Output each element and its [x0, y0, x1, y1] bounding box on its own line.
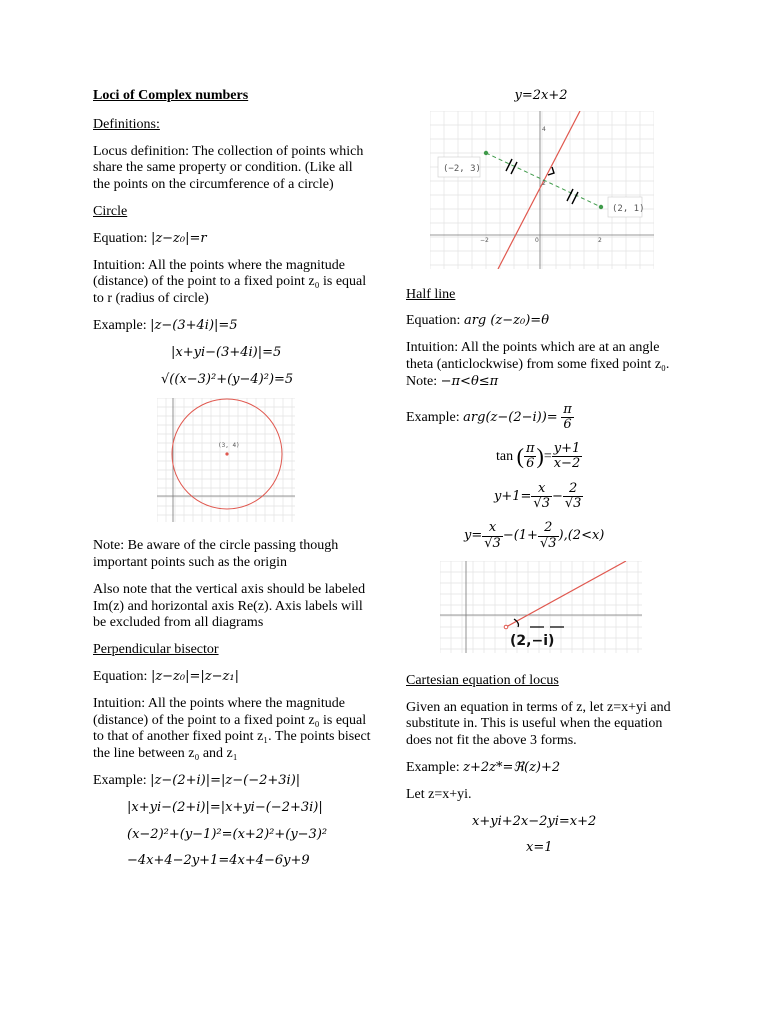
graph1-label-b: (2, 1)	[612, 203, 645, 214]
right-column	[406, 88, 676, 867]
circle-example-3-row	[93, 372, 373, 389]
graph1-tick-x-2: 0	[535, 236, 539, 244]
graph1-point-b	[599, 205, 603, 209]
graph2-start-point	[504, 625, 508, 629]
solve-2-frac1	[531, 482, 552, 512]
solve-2-frac2	[563, 482, 584, 512]
solve-2-d2: √3	[564, 496, 582, 512]
locus-definition: Locus definition: The collection of points which share the same property or condition. (Like all the points on the circumference of a circle)	[93, 143, 364, 193]
bisector-intuition: Intuition: All the points where the magnitude (distance) of the point to a fixed point z₀ is equal to that of another fixed point z₁. The points bisect the line between z₀ and z₁	[93, 695, 371, 762]
circle-example-1: |z−(3+4i)|=5	[150, 317, 238, 333]
graph1-tick-marks-b	[567, 189, 578, 204]
circle-note: Note: Be aware of the circle passing though important points such as the origin	[93, 538, 339, 570]
circle-eq-formula: |z−z₀|=r	[150, 230, 207, 246]
bisector-example-4: −4x+4−2y+1=4x+4−6y+9	[127, 853, 310, 869]
solve-3-n1: x	[482, 521, 503, 536]
solve-3-lhs: y=	[464, 528, 483, 544]
circle-intuition: Intuition: All the points where the magnitude (distance) of the point to a fixed point z₀ is equal to r (radius of circle)	[93, 257, 367, 307]
solve-3-tail: ),(2<x)	[558, 528, 605, 544]
cartesian-heading: Cartesian equation of locus	[406, 672, 559, 688]
halfline-example	[406, 403, 676, 433]
bisector-heading: Perpendicular bisector	[93, 642, 219, 658]
circle-example	[93, 318, 373, 335]
tan-rhs-den: x−2	[553, 456, 581, 472]
solve-3-mid: −(1+	[502, 528, 538, 544]
halfline-graph-svg	[440, 561, 642, 653]
graph1-point-a	[484, 151, 488, 155]
halfline-eq-formula: arg (z−z₀)=θ	[463, 313, 550, 329]
bisector-eq-formula: |z−z₀|=|z−z₁|	[150, 668, 239, 684]
solve-3-frac2	[538, 521, 559, 551]
graph1-tick-x-3: 2	[598, 236, 602, 244]
circle-example-label: Example:	[93, 317, 147, 333]
tan-paren-close: )	[536, 443, 544, 469]
halfline-graph	[440, 561, 676, 659]
bisector-example-4-row	[93, 853, 373, 870]
tan-arg-fraction	[524, 442, 537, 472]
solve-2-d1: √3	[533, 496, 550, 512]
solve-3-d1: √3	[484, 535, 501, 551]
halfline-example-label: Example:	[406, 409, 460, 425]
circle-equation	[93, 231, 373, 248]
cartesian-text: Given an equation in terms of z, let z=x+yi and substitute in. This is useful when the equation does not fit the above 3 forms.	[406, 699, 671, 749]
solve-2-n2: 2	[563, 482, 584, 497]
circle-center-point	[225, 453, 228, 456]
cartesian-step-1: x+yi+2x−2yi=x+2	[472, 813, 597, 829]
tan-line: tan ( $\frac{\pi}{6}$ )= $\frac{y+1}{x-2}$	[496, 441, 581, 472]
solve-3-frac1	[482, 521, 503, 551]
solve-3-d2: √3	[539, 535, 557, 551]
solve-line-3	[406, 521, 676, 551]
circle-graph	[157, 398, 373, 528]
graph1-line	[498, 111, 580, 269]
solve-2-lhs: y+1=	[494, 488, 532, 504]
graph1-tick-y-2: 2	[542, 179, 546, 187]
bisector-example-2: |x+yi−(2+i)|=|x+yi−(−2+3i)|	[127, 799, 323, 815]
page-title: Loci of Complex numbers	[93, 88, 249, 103]
bisector-example-2-row	[93, 800, 373, 817]
left-column	[93, 88, 373, 880]
tan-arg-den: 6	[526, 456, 535, 472]
bisector-example-label: Example:	[93, 772, 147, 788]
bisector-graph	[430, 111, 676, 275]
axis-note: Also note that the vertical axis should be labeled Im(z) and horizontal axis Re(z). Axis labels will be excluded from all diagrams	[93, 581, 366, 631]
halfline-example-fraction	[561, 403, 574, 433]
halfline-intuition-row	[406, 340, 676, 390]
tan-rhs-num: y+1	[553, 441, 581, 457]
cartesian-step-2: x=1	[526, 840, 553, 856]
cartesian-example	[406, 760, 676, 777]
cartesian-step-1-row	[406, 814, 676, 831]
graph1-title-row	[406, 88, 676, 105]
bisector-graph-svg	[430, 111, 654, 269]
graph1-title: y=2x+2	[514, 88, 568, 103]
circle-example-3: √((x−3)²+(y−4)²)=5	[161, 371, 294, 387]
tan-paren-open: (	[516, 443, 524, 469]
halfline-example-lhs: arg(z−(2−i))=	[463, 409, 558, 425]
halfline-range: −π<θ≤π	[440, 373, 499, 389]
bisector-example	[93, 773, 373, 790]
bisector-example-3-row	[93, 827, 373, 844]
cartesian-example-label: Example:	[406, 759, 460, 775]
circle-heading: Circle	[93, 203, 128, 219]
tan-word: tan	[496, 449, 514, 465]
halfline-intuition: Intuition: All the points which are at an angle theta (anticlockwise) from some fixed point z₀. Note:	[406, 340, 670, 389]
bisector-example-1: |z−(2+i)|=|z−(−2+3i)|	[150, 772, 301, 788]
halfline-equation	[406, 313, 676, 330]
circle-example-2: |x+yi−(3+4i)|=5	[171, 344, 282, 360]
circle-example-2-row	[93, 345, 373, 362]
solve-2-minus: −	[551, 488, 563, 504]
halfline-frac-den: 6	[563, 416, 572, 432]
cartesian-step-2-row	[406, 840, 676, 857]
graph1-label-a: (−2, 3)	[443, 163, 481, 174]
graph1-tick-y-1: 4	[542, 125, 546, 133]
cartesian-example-formula: z+2z*=ℜ(z)+2	[463, 759, 561, 775]
solve-3-n2: 2	[538, 521, 559, 536]
tan-arg-num: π	[525, 441, 535, 457]
graph1-tick-marks-a	[506, 159, 517, 174]
solve-2-n1: x	[531, 482, 552, 497]
bisector-example-3: (x−2)²+(y−1)²=(x+2)²+(y−3)²	[127, 826, 328, 842]
graph2-handwritten-label: (2,−i)	[510, 632, 555, 649]
halfline-heading: Half line	[406, 286, 456, 302]
definitions-heading: Definitions:	[93, 116, 160, 132]
halfline-eq-label: Equation:	[406, 313, 461, 329]
tan-rhs-fraction	[552, 442, 583, 472]
circle-graph-svg	[157, 398, 295, 522]
bisector-eq-label: Equation:	[93, 668, 148, 684]
circle-eq-label: Equation:	[93, 230, 148, 246]
graph1-tick-x-1: −2	[480, 236, 489, 244]
bisector-equation	[93, 669, 373, 686]
let-line: Let z=x+yi.	[406, 786, 472, 802]
solve-line-2	[406, 482, 676, 512]
circle-center-label: (3, 4)	[218, 442, 240, 450]
halfline-frac-num: π	[563, 401, 572, 417]
